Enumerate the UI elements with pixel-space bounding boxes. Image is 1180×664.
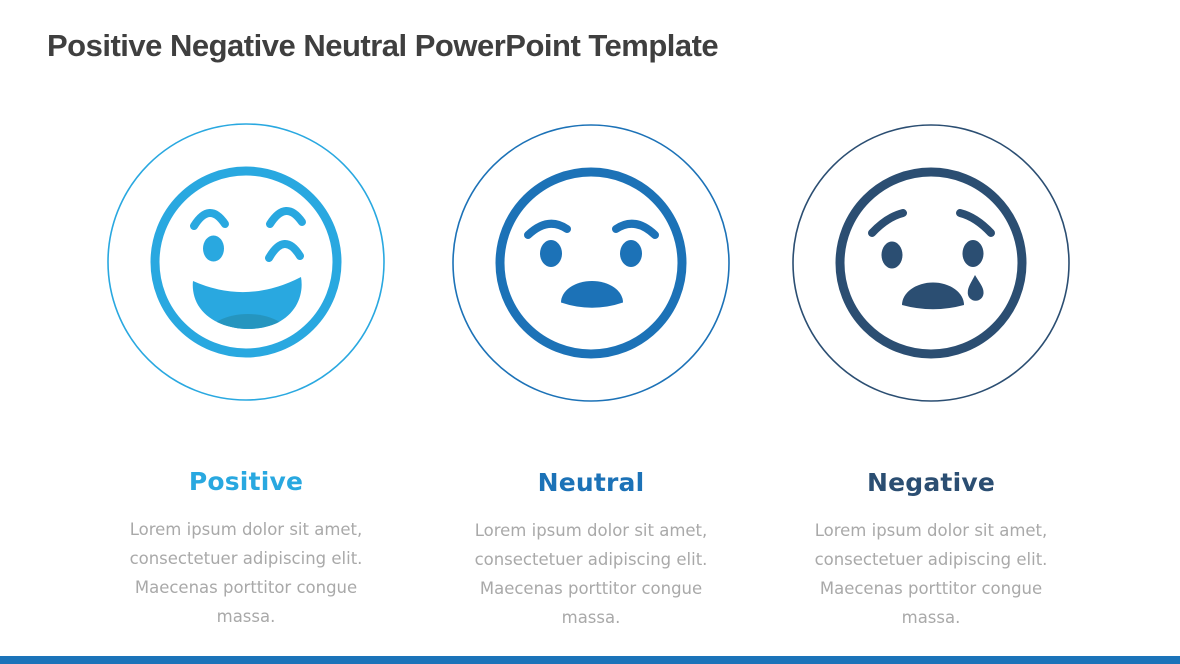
right-eye bbox=[620, 240, 642, 267]
left-eyebrow bbox=[872, 213, 903, 233]
left-eye bbox=[882, 242, 903, 269]
frown-mouth bbox=[902, 283, 964, 310]
slide-title: Positive Negative Neutral PowerPoint Template bbox=[47, 28, 719, 63]
left-eye bbox=[203, 236, 224, 262]
card-description-positive: Lorem ipsum dolor sit amet, consectetuer adipiscing elit. Maecenas porttitor congue massa. bbox=[129, 520, 363, 626]
left-eyebrow bbox=[528, 224, 567, 235]
winking-laughing-face-icon bbox=[96, 112, 396, 412]
outer-ring bbox=[453, 125, 729, 401]
card-description-neutral: Lorem ipsum dolor sit amet, consectetuer adipiscing elit. Maecenas porttitor congue massa. bbox=[474, 521, 708, 627]
card-label-neutral: Neutral bbox=[537, 468, 645, 497]
worried-face-icon bbox=[441, 113, 741, 413]
outer-ring bbox=[108, 124, 384, 400]
card-description-negative: Lorem ipsum dolor sit amet, consectetuer adipiscing elit. Maecenas porttitor congue massa. bbox=[814, 521, 1048, 627]
card-negative bbox=[781, 113, 1081, 632]
card-label-positive: Positive bbox=[188, 467, 304, 496]
card-label-negative: Negative bbox=[866, 468, 996, 497]
right-eyebrow bbox=[270, 211, 302, 224]
crying-sad-face-icon bbox=[781, 113, 1081, 413]
teardrop bbox=[968, 275, 984, 301]
right-eyebrow bbox=[616, 224, 655, 235]
outer-ring bbox=[793, 125, 1069, 401]
face-ring bbox=[500, 172, 682, 354]
right-eye bbox=[963, 240, 984, 267]
face-ring bbox=[840, 172, 1022, 354]
footer-accent-bar bbox=[0, 656, 1180, 664]
frown-mouth bbox=[561, 281, 623, 308]
card-neutral bbox=[441, 113, 741, 632]
left-eyebrow bbox=[194, 213, 225, 226]
winking-right-eye bbox=[269, 244, 300, 258]
left-eye bbox=[540, 240, 562, 267]
card-positive bbox=[96, 112, 396, 631]
right-eyebrow bbox=[960, 213, 991, 233]
